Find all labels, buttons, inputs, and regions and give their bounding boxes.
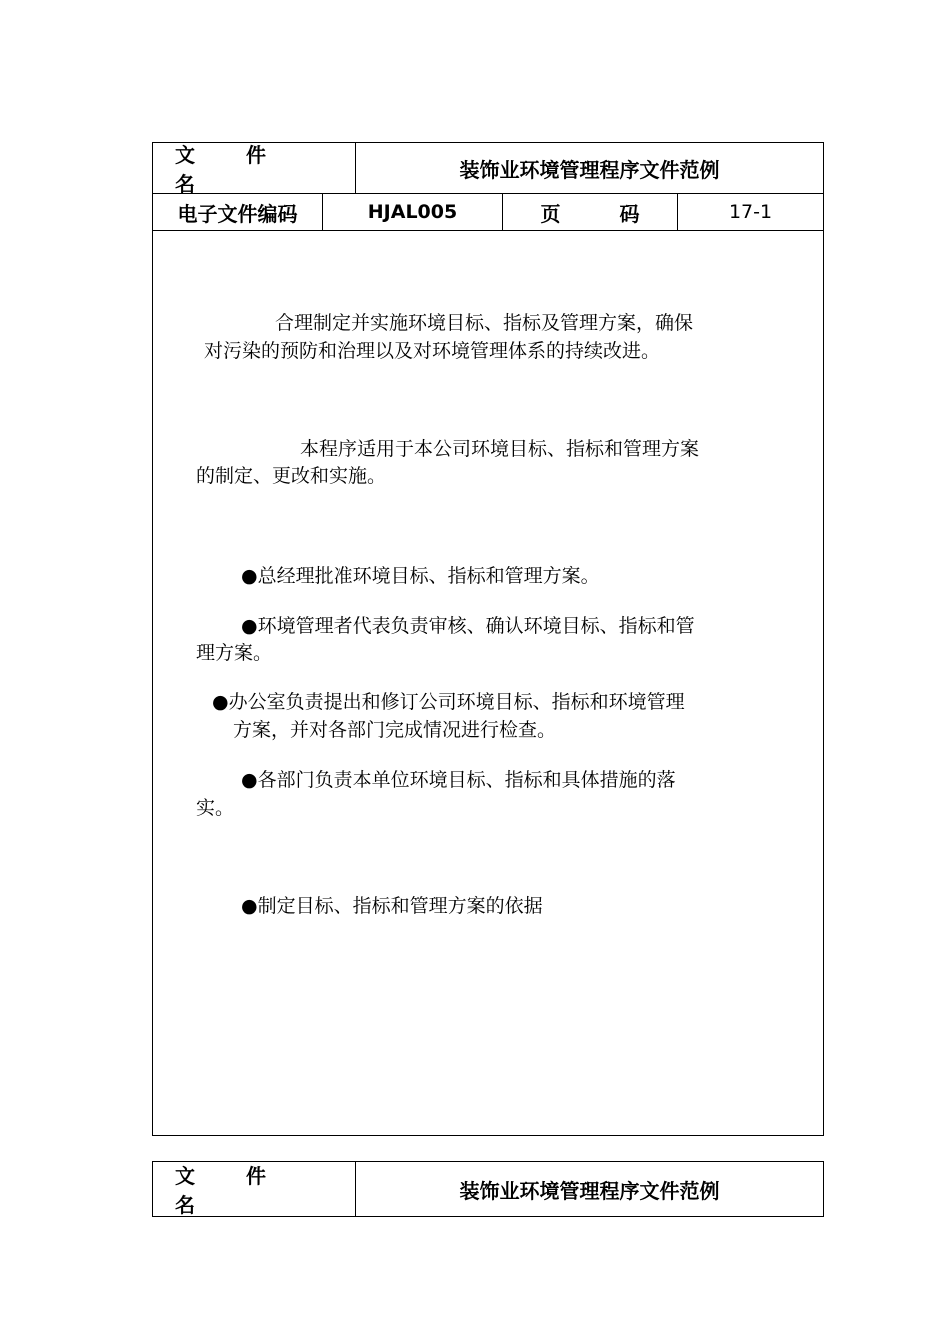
bullet-3-line-1: ●办公室负责提出和修订公司环境目标、指标和环境管理 [212, 691, 685, 713]
scope-line-1: 本程序适用于本公司环境目标、指标和管理方案 [300, 438, 700, 460]
footer-file-name-label: 文 件 名 [153, 1162, 356, 1216]
footer-title-row [153, 1162, 823, 1216]
file-name-label: 文 件 名 [153, 143, 356, 193]
header-title-row [153, 143, 823, 194]
purpose-line-2: 对污染的预防和治理以及对环境管理体系的持续改进。 [204, 340, 661, 362]
bullet-2-line-1: ●环境管理者代表负责审核、确认环境目标、指标和管 [241, 615, 695, 637]
page-label: 页 码 [503, 194, 678, 230]
bullet-4-line-1: ●各部门负责本单位环境目标、指标和具体措施的落 [241, 769, 676, 791]
bullet-5: ●制定目标、指标和管理方案的依据 [241, 895, 543, 917]
page-value: 17-1 [728, 201, 773, 223]
file-name-value: 装饰业环境管理程序文件范例 [459, 157, 720, 182]
next-page-header [152, 1161, 824, 1217]
bullet-4-line-2: 实。 [196, 797, 235, 819]
bullet-3-line-2: 方案，并对各部门完成情况进行检查。 [233, 719, 557, 741]
footer-file-name-value: 装饰业环境管理程序文件范例 [459, 1178, 720, 1203]
purpose-line-1: 合理制定并实施环境目标、指标及管理方案，确保 [275, 312, 694, 334]
scope-line-2: 的制定、更改和实施。 [196, 465, 387, 487]
bullet-2-line-2: 理方案。 [196, 642, 273, 664]
code-label: 电子文件编码 [153, 194, 323, 230]
code-value: HJAL005 [323, 194, 503, 230]
bullet-1: ●总经理批准环境目标、指标和管理方案。 [241, 565, 600, 587]
header-meta-row [153, 194, 823, 231]
